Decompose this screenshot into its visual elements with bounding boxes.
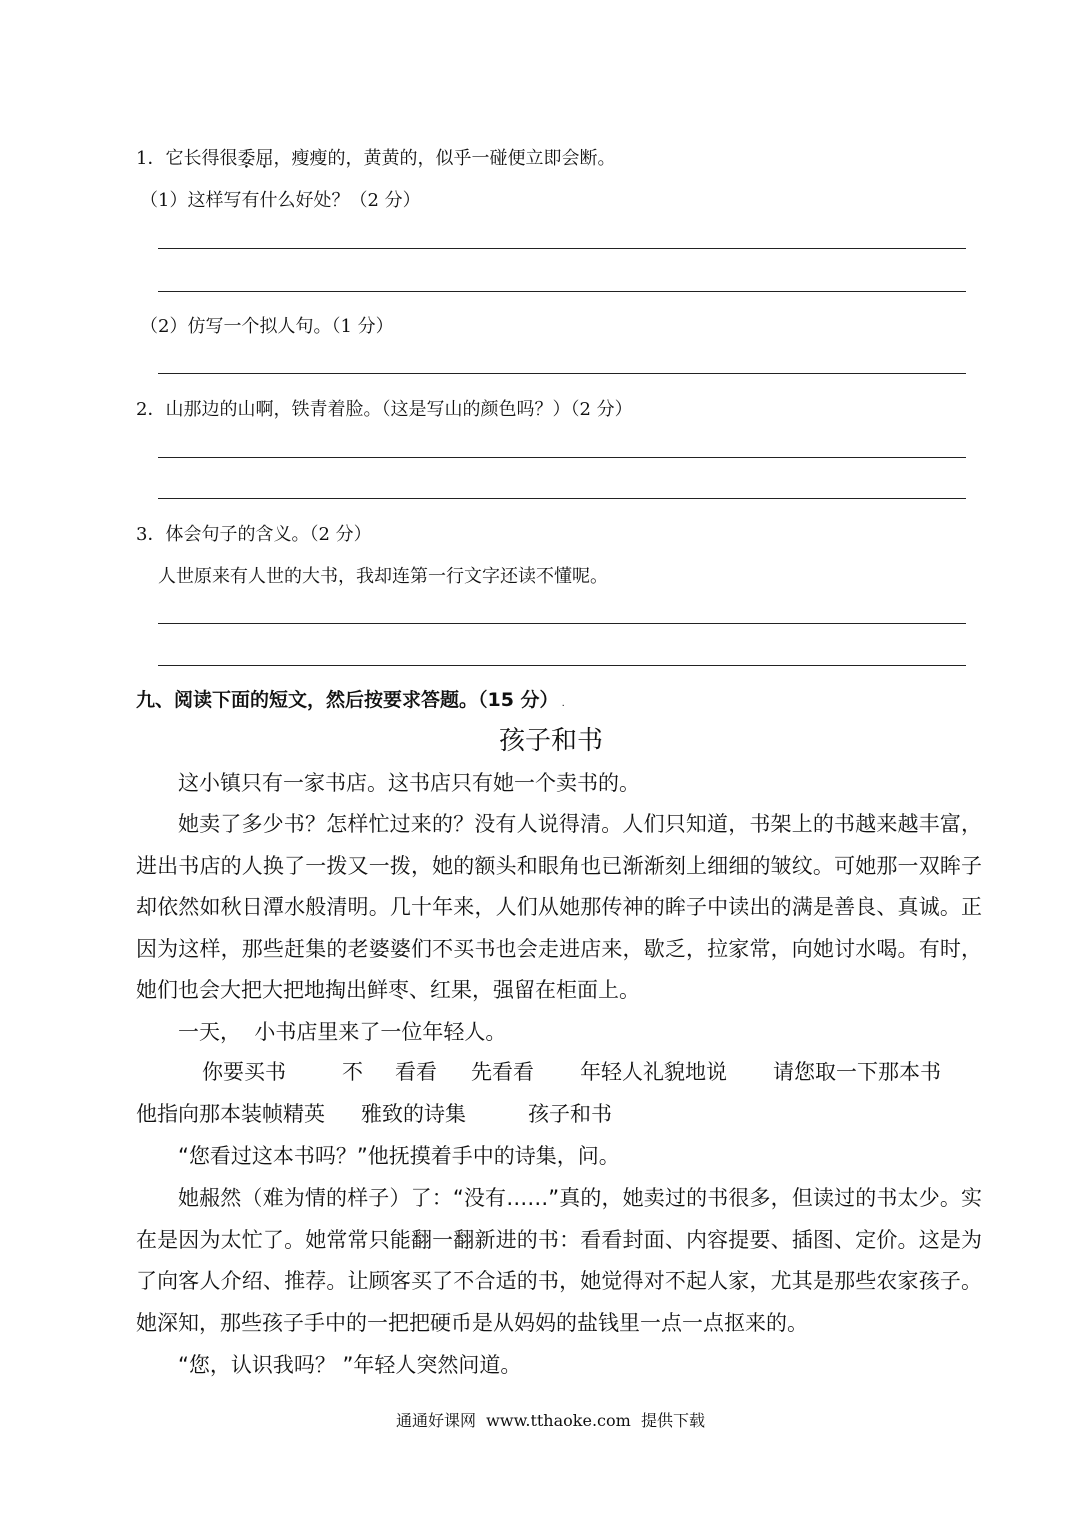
question-1-dotted-char: 屈 [255,148,274,169]
answer-line [158,623,966,624]
answer-line [158,291,966,292]
dialogue-fragment: 你要买书 [202,1060,286,1084]
dialogue-fragment: 先看看 [471,1060,534,1084]
passage-title: 孩子和书 [499,726,604,756]
section-9-mark: . [561,698,565,709]
question-3: 3．体会句子的含义。（2 分） [136,524,372,545]
answer-line [158,457,966,458]
question-3-quote: 人世原来有人世的大书，我却连第一行文字还读不懂呢。 [158,566,608,587]
page-footer: 通通好课网 www.tthaoke.com 提供下载 [396,1411,705,1430]
dialogue-fragment: 不 [342,1060,363,1084]
question-2: 2．山那边的山啊，铁青着脸。（这是写山的颜色吗？）（2 分） [136,399,633,420]
dialogue-fragment: 年轻人礼貌地说 [580,1060,727,1084]
question-1-sub-1: （1）这样写有什么好处？（2 分） [140,190,421,211]
paragraph-4-line-1 [136,1052,941,1094]
dialogue-fragment: 请您取一下那本书 [773,1060,941,1084]
question-1-dotted-char: 委 [237,148,256,169]
question-1-suffix: ，瘦瘦的，黄黄的，似乎一碰便立即会断。 [273,148,616,169]
answer-line [158,248,966,249]
paragraph-7: “您，认识我吗？ ”年轻人突然问道。 [178,1353,522,1377]
answer-line [158,498,966,499]
question-1-prefix: 1．它长得很 [136,148,238,169]
dialogue-fragment: 他指向那本装帧精英 [136,1102,325,1126]
section-9-heading [136,685,565,712]
section-9-heading-text: 九、阅读下面的短文，然后按要求答题。（15 分） [136,689,559,711]
question-1-sub-2: （2）仿写一个拟人句。（1 分） [140,316,394,337]
paragraph-5: “您看过这本书吗？”他抚摸着手中的诗集，问。 [178,1144,620,1168]
answer-line [158,373,966,374]
dialogue-fragment: 孩子和书 [528,1102,612,1126]
dialogue-fragment: 雅致的诗集 [361,1102,466,1126]
answer-line [158,665,966,666]
question-1 [136,144,615,170]
paragraph-3: 一天， 小书店里来了一位年轻人。 [178,1020,507,1044]
dialogue-fragment: 看看 [395,1060,437,1084]
paragraph-2: 她卖了多少书？怎样忙过来的？没有人说得清。人们只知道，书架上的书越来越丰富，进出书店的人换了一拨又一拨，她的额头和眼角也已渐渐刻上细细的皱纹。可她那一双眸子却依然如秋日潭水般清明。几十年来，人们从她那传神的眸子中读出的满是善良、真诚。正因为这样，那些赶集的老婆婆们不买书也会走进店来，歇乏，拉家常，向她讨水喝。有时，她们也会大把大把地掏出鲜枣、红果，强留在柜面上。 [136,812,982,1002]
paragraph-1: 这小镇只有一家书店。这书店只有她一个卖书的。 [178,771,640,795]
paragraph-4-line-2 [136,1094,612,1136]
paragraph-6: 她赧然（难为情的样子）了：“没有……”真的，她卖过的书很多，但读过的书太少。实在是因为太忙了。她常常只能翻一翻新进的书：看看封面、内容提要、插图、定价。这是为了向客人介绍、推荐。让顾客买了不合适的书，她觉得对不起人家，尤其是那些农家孩子。她深知，那些孩子手中的一把把硬币是从妈妈的盐钱里一点一点抠来的。 [136,1186,982,1335]
